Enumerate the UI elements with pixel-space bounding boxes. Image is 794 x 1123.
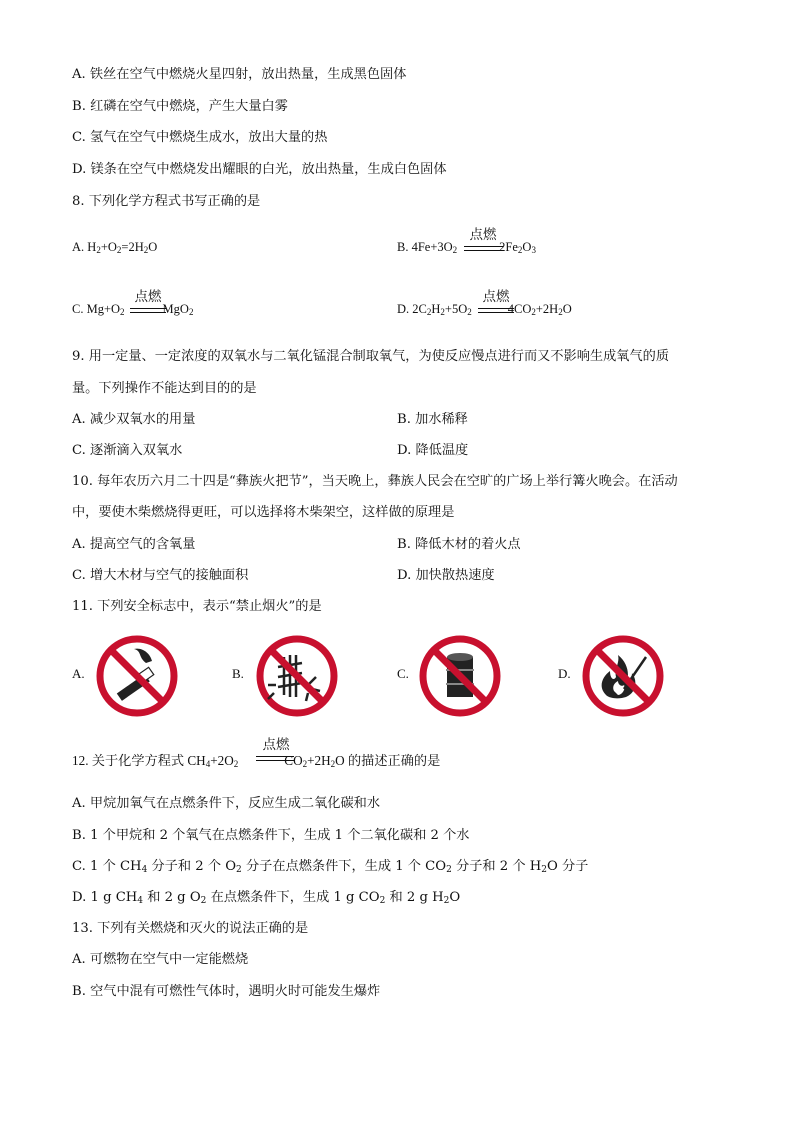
q10-stem-line1: 10. 每年农历六月二十四是“彝族火把节”，当天晚上，彝族人民会在空旷的广场上举行篝火晚会。在活动 bbox=[72, 474, 678, 489]
q8-option-b: B. $4Fe+3O_2$ $2Fe_2O_3$ bbox=[397, 240, 536, 255]
q8-option-d: D. $2C_2H_2+5O_2$ $4CO_2+2H_2O$ bbox=[397, 302, 572, 317]
q8-b-condition: 点燃 bbox=[469, 227, 497, 243]
q9-stem-line2: 量。下列操作不能达到目的的是 bbox=[72, 381, 257, 396]
q8-d-equals-sign bbox=[478, 308, 514, 313]
q12-stem: 12. 关于化学方程式 $CH_4+2O_2$ $CO_2+2H_2O$ 的描述正确的是 bbox=[72, 753, 441, 769]
no-fireworks-icon bbox=[254, 633, 340, 719]
q12-equals-sign bbox=[256, 756, 294, 761]
q7-option-d: D. 镁条在空气中燃烧发出耀眼的白光，放出热量，生成白色固体 bbox=[72, 162, 447, 177]
q11-stem: 11. 下列安全标志中，表示“禁止烟火”的是 bbox=[72, 599, 322, 614]
q8-c-equals-sign bbox=[130, 308, 166, 313]
q9-option-c: C. 逐渐滴入双氧水 bbox=[72, 443, 183, 458]
q10-option-d: D. 加快散热速度 bbox=[397, 568, 495, 583]
q9-stem-line1: 9. 用一定量、一定浓度的双氧水与二氧化锰混合制取氧气，为使反应慢点进行而又不影响生成氧气的质 bbox=[72, 349, 670, 364]
q9-option-a: A. 减少双氧水的用量 bbox=[72, 412, 196, 427]
q12-condition: 点燃 bbox=[262, 737, 290, 753]
q7-option-c: C. 氢气在空气中燃烧生成水，放出大量的热 bbox=[72, 130, 328, 145]
q10-option-c: C. 增大木材与空气的接触面积 bbox=[72, 568, 249, 583]
q11-label-c: C. bbox=[397, 666, 409, 681]
no-smoking-icon bbox=[94, 633, 180, 719]
q8-d-condition: 点燃 bbox=[482, 289, 510, 305]
q11-label-d: D. bbox=[558, 666, 571, 681]
q8-stem: 8. 下列化学方程式书写正确的是 bbox=[72, 194, 261, 209]
q12-option-d: D. 1 g $CH_4$ 和 2 g $O_2$ 在点燃条件下，生成 1 g $CO_2$ 和 2 g $H_2O$ bbox=[72, 890, 461, 906]
q11-label-a: A. bbox=[72, 666, 85, 681]
q8-option-a: A. $H_2+O_2=2H_2O$ bbox=[72, 240, 158, 255]
q10-option-b: B. 降低木材的着火点 bbox=[397, 537, 521, 552]
q11-label-b: B. bbox=[232, 666, 244, 681]
q7-option-a: A. 铁丝在空气中燃烧火星四射，放出热量，生成黑色固体 bbox=[72, 67, 407, 82]
q9-option-d: D. 降低温度 bbox=[397, 443, 469, 458]
q8-option-c: C. $Mg+O_2$ MgO$_2$ bbox=[72, 302, 194, 317]
q13-option-a: A. 可燃物在空气中一定能燃烧 bbox=[72, 952, 249, 967]
q12-option-b: B. 1 个甲烷和 2 个氧气在点燃条件下，生成 1 个二氧化碳和 2 个水 bbox=[72, 828, 470, 843]
q10-stem-line2: 中，要使木柴燃烧得更旺，可以选择将木柴架空，这样做的原理是 bbox=[72, 505, 455, 520]
q13-stem: 13. 下列有关燃烧和灭火的说法正确的是 bbox=[72, 921, 309, 936]
q7-option-b: B. 红磷在空气中燃烧，产生大量白雾 bbox=[72, 99, 288, 114]
q13-option-b: B. 空气中混有可燃性气体时，遇明火时可能发生爆炸 bbox=[72, 984, 381, 999]
q10-option-a: A. 提高空气的含氧量 bbox=[72, 537, 196, 552]
q12-option-c: C. 1 个 $CH_4$ 分子和 2 个 $O_2$ 分子在点燃条件下，生成 1 个 $CO_2$ 分子和 2 个 $H_2O$ 分子 bbox=[72, 859, 589, 875]
no-oil-drum-icon bbox=[417, 633, 503, 719]
q9-option-b: B. 加水稀释 bbox=[397, 412, 468, 427]
q8-b-equals-sign bbox=[464, 246, 503, 251]
q12-option-a: A. 甲烷加氧气在点燃条件下，反应生成二氧化碳和水 bbox=[72, 796, 381, 811]
q8-c-condition: 点燃 bbox=[134, 289, 162, 305]
no-open-flame-icon bbox=[580, 633, 666, 719]
